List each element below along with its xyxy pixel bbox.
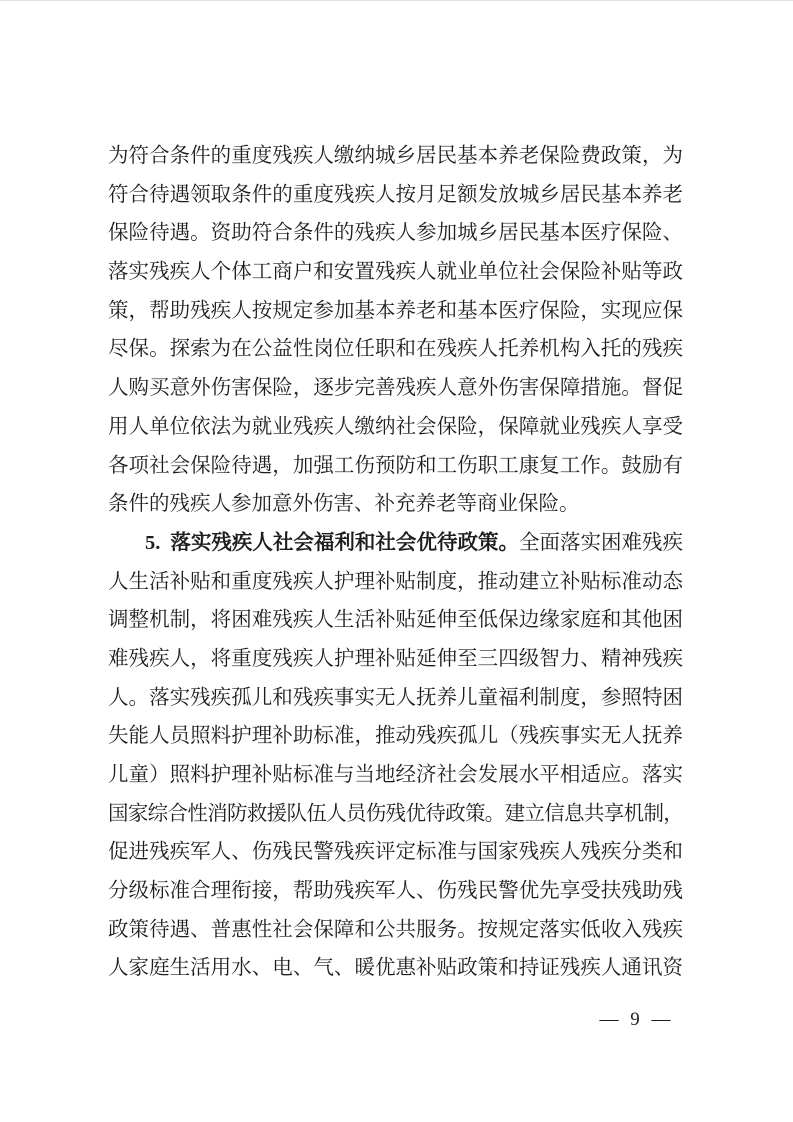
text-line: 分级标准合理衔接，帮助残疾军人、伤残民警优先享受扶残助残 — [108, 880, 683, 903]
page-number: — 9 — — [599, 1009, 671, 1030]
text-line: 符合待遇领取条件的重度残疾人按月足额发放城乡居民基本养老 — [108, 183, 683, 206]
text-line: 难残疾人，将重度残疾人护理补贴延伸至三四级智力、精神残疾 — [108, 647, 683, 670]
text-line: 国家综合性消防救援队伍人员伤残优待政策。建立信息共享机制， — [108, 802, 683, 825]
text-segment: 全面落实困难残疾 — [518, 531, 684, 554]
item-heading-line — [108, 524, 683, 563]
text-line: 调整机制，将困难残疾人生活补贴延伸至低保边缘家庭和其他困 — [108, 609, 683, 632]
text-line: 人生活补贴和重度残疾人护理补贴制度，推动建立补贴标准动态 — [108, 570, 683, 593]
page-footer — [585, 1006, 685, 1034]
item-number: 5. — [145, 531, 161, 554]
document-body — [108, 137, 683, 988]
text-line: 失能人员照料护理补助标准，推动残疾孤儿（残疾事实无人抚养 — [108, 725, 683, 748]
item-title: 落实残疾人社会福利和社会优待政策。 — [170, 531, 519, 554]
text-line: 用人单位依法为就业残疾人缴纳社会保险，保障就业残疾人享受 — [108, 415, 683, 438]
text-line: 策，帮助残疾人按规定参加基本养老和基本医疗保险，实现应保 — [108, 299, 683, 322]
text-line: 促进残疾军人、伤残民警残疾评定标准与国家残疾人残疾分类和 — [108, 841, 683, 864]
text-line: 儿童）照料护理补贴标准与当地经济社会发展水平相适应。落实 — [108, 764, 683, 786]
text-line: 落实残疾人个体工商户和安置残疾人就业单位社会保险补贴等政 — [108, 261, 683, 284]
text-line: 为符合条件的重度残疾人缴纳城乡居民基本养老保险费政策，为 — [108, 145, 683, 167]
text-line: 人家庭生活用水、电、气、暖优惠补贴政策和持证残疾人通讯资 — [108, 957, 683, 980]
scan-edge-line — [0, 0, 793, 1]
text-line: 人购买意外伤害保险，逐步完善残疾人意外伤害保障措施。督促 — [108, 377, 683, 400]
text-line: 政策待遇、普惠性社会保障和公共服务。按规定落实低收入残疾 — [108, 918, 683, 941]
text-line: 尽保。探索为在公益性岗位任职和在残疾人托养机构入托的残疾 — [108, 338, 683, 361]
text-line: 保险待遇。资助符合条件的残疾人参加城乡居民基本医疗保险、 — [108, 222, 683, 245]
text-line: 人。落实残疾孤儿和残疾事实无人抚养儿童福利制度，参照特困 — [108, 686, 683, 709]
text-line: 条件的残疾人参加意外伤害、补充养老等商业保险。 — [108, 493, 580, 516]
text-line: 各项社会保险待遇，加强工伤预防和工伤职工康复工作。鼓励有 — [108, 454, 683, 477]
